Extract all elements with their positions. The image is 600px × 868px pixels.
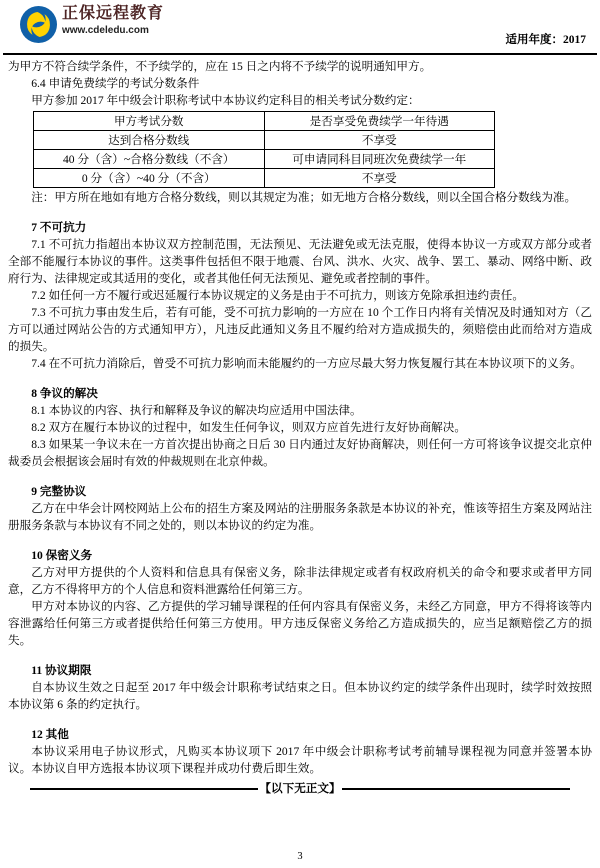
section-title: 8 争议的解决	[31, 387, 98, 400]
document-body	[0, 55, 600, 797]
section-paragraph: 乙方对甲方提供的个人资料和信息具有保密义务，除非法律规定或者有权政府机关的命令和要求或者甲方同意，乙方不得将甲方的个人信息和资料泄露给任何第三方。	[8, 566, 592, 596]
section-paragraph: 自本协议生效之日起至 2017 年中级会计职称考试结束之日。但本协议约定的续学条件出现时，续学时效按照本协议第 6 条的约定执行。	[8, 681, 592, 711]
section-paragraph: 7.2 如任何一方不履行或迟延履行本协议规定的义务是由于不可抗力，则该方免除承担违约责任。	[31, 289, 524, 302]
sections	[8, 219, 592, 777]
end-of-text-label: 【以下无正文】	[259, 782, 341, 795]
table-cell: 不享受	[264, 131, 495, 150]
intro-continuation-line: 为甲方不符合续学条件，不予续学的，应在 15 日之内将不予续学的说明通知甲方。	[8, 60, 432, 73]
section-paragraph: 7.3 不可抗力事由发生后，若有可能，受不可抗力影响的一方应在 10 个工作日内将有关情况及时通知对方（乙方可以通过网站公告的方式通知甲方），凡违反此通知义务且不履约给对方造成损失的，须赔偿由此而给对方造成的损失。	[8, 306, 592, 353]
score-table	[33, 111, 495, 188]
section-title: 10 保密义务	[31, 549, 93, 562]
section-paragraph: 乙方在中华会计网校网站上公布的招生方案及网站的注册服务条款是本协议的补充，惟该等招生方案及网站注册服务条款与本协议有不同之处的，则以本协议的约定为准。	[8, 502, 592, 532]
applicable-year-label: 适用年度：2017	[505, 34, 586, 46]
brand-name: 正保远程教育	[62, 5, 165, 22]
section-paragraph: 本协议采用电子协议形式，凡购买本协议项下 2017 年中级会计职称考试考前辅导课程视为同意并签署本协议。本协议自甲方选报本协议项下课程并成功付费后即生效。	[8, 745, 592, 775]
section-paragraph: 7.1 不可抗力指超出本协议双方控制范围，无法预见、无法避免或无法克服，使得本协议一方或双方部分或者全部不能履行本协议的事件。这类事件包括但不限于地震、台风、洪水、火灾、战争、罢工、暴动、网络中断、政府行为、法律规定或其适用的变化，或者其他任何无法预见、避免或者控制的事件。	[8, 238, 592, 285]
clause-6-4-title: 6.4 申请免费续学的考试分数条件	[31, 77, 200, 90]
section-paragraph: 8.3 如果某一争议未在一方首次提出协商之日后 30 日内通过友好协商解决，则任何一方可将该争议提交北京仲裁委员会根据该会届时有效的仲裁规则在北京仲裁。	[8, 438, 592, 468]
section-paragraph: 7.4 在不可抗力消除后，曾受不可抗力影响而未能履约的一方应尽最大努力恢复履行其在本协议项下的义务。	[31, 357, 582, 370]
brand-url: www.cdeledu.com	[62, 24, 149, 36]
section-title: 9 完整协议	[31, 485, 87, 498]
table-row	[34, 131, 495, 150]
divider-rule-left	[30, 788, 258, 790]
score-table-body	[34, 131, 495, 188]
end-of-text-divider	[30, 780, 570, 797]
table-cell: 40 分（含）~合格分数线（不含）	[34, 150, 265, 169]
table-cell: 可申请同科目同班次免费续学一年	[264, 150, 495, 169]
table-cell: 达到合格分数线	[34, 131, 265, 150]
divider-rule-right	[342, 788, 570, 790]
page-number: 3	[297, 851, 303, 862]
section-title: 11 协议期限	[31, 664, 92, 677]
table-cell: 0 分（含）~40 分（不含）	[34, 169, 265, 188]
score-table-note: 注：甲方所在地如有地方合格分数线，则以其规定为准；如无地方合格分数线，则以全国合格分数线为准。	[31, 191, 577, 204]
score-table-intro: 甲方参加 2017 年中级会计职称考试中本协议约定科目的相关考试分数约定：	[31, 94, 420, 107]
cdel-logo-icon	[20, 6, 57, 43]
section-paragraph: 8.1 本协议的内容、执行和解释及争议的解决均应适用中国法律。	[31, 404, 362, 417]
table-row	[34, 169, 495, 188]
page-header	[0, 0, 600, 53]
table-header-cell: 甲方考试分数	[34, 112, 265, 131]
brand-text	[62, 5, 164, 36]
section-title: 7 不可抗力	[31, 221, 87, 234]
table-header-row	[34, 112, 495, 131]
table-cell: 不享受	[264, 169, 495, 188]
section-paragraph: 甲方对本协议的内容、乙方提供的学习辅导课程的任何内容具有保密义务，未经乙方同意，甲方不得将该等内容泄露给任何第三方或者提供给任何第三方使用。甲方违反保密义务给乙方造成损失的，应当足额赔偿乙方的损失。	[8, 600, 592, 647]
table-row	[34, 150, 495, 169]
section-title: 12 其他	[31, 728, 69, 741]
score-table-head	[34, 112, 495, 131]
section-paragraph: 8.2 双方在履行本协议的过程中，如发生任何争议，则双方应首先进行友好协商解决。	[31, 421, 466, 434]
table-header-cell: 是否享受免费续学一年待遇	[264, 112, 495, 131]
